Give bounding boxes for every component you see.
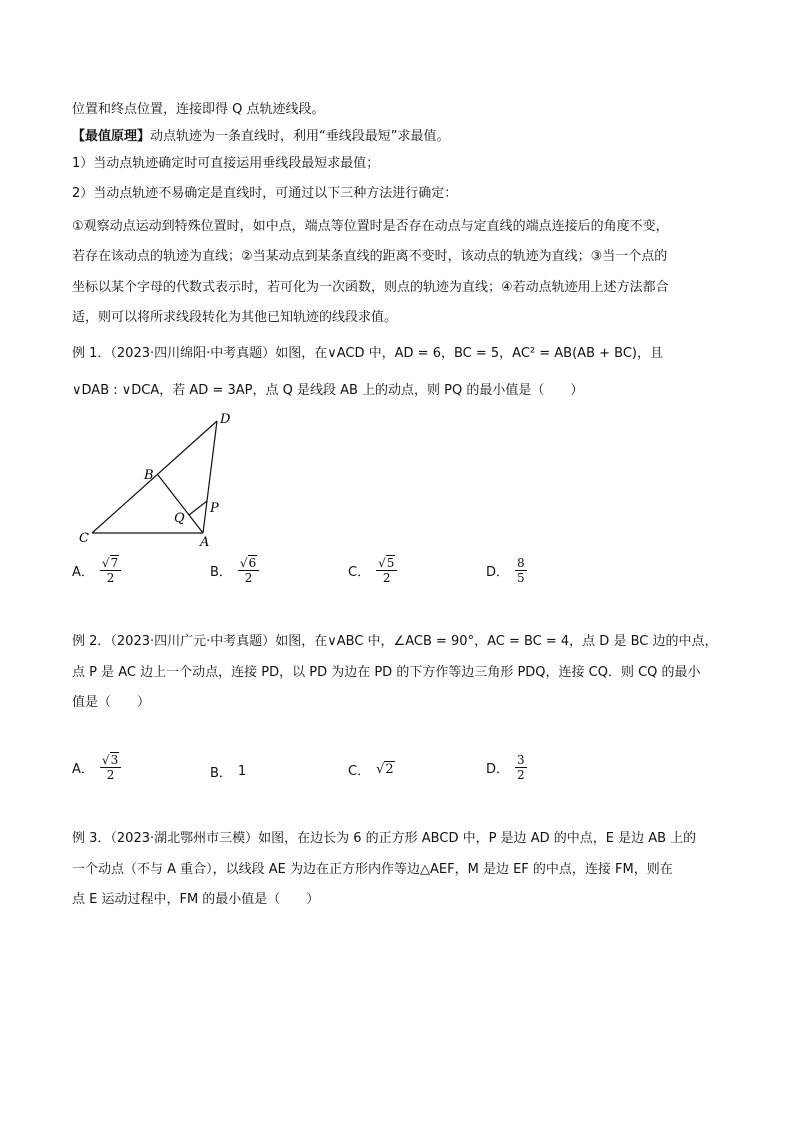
ex1-option-b[interactable]: B． $\frac{√6}{2}$: [210, 556, 259, 585]
label-Q: Q: [174, 511, 185, 526]
ex2-option-d[interactable]: D． $\frac{3}{2}$: [486, 753, 525, 782]
ex1-line1: 例 1．（2023·四川绵阳·中考真题）如图，在∨ACD 中，AD = 6，BC = 5，AC² = AB(AB + BC)，且: [72, 346, 663, 361]
paragraph-2: [72, 128, 450, 146]
paragraph-8: 适，则可以将所求线段转化为其他已知轨迹的线段求值。: [72, 310, 398, 325]
paragraph-6: 若存在该动点的轨迹为直线；②当某动点到某条直线的距离不变时，该动点的轨迹为直线；③当一个点的: [72, 249, 668, 264]
ex2-option-a[interactable]: A． $\frac{√3}{2}$: [72, 753, 121, 782]
label-B: B: [144, 468, 154, 483]
paragraph-4: 2）当动点轨迹不易确定是直线时，可通过以下三种方法进行确定：: [72, 186, 458, 201]
ex3-line1: 例 3．（2023·湖北鄂州市三模）如图，在边长为 6 的正方形 ABCD 中，P 是边 AD 的中点，E 是边 AB 上的: [72, 831, 697, 846]
segment-DA: [203, 421, 217, 533]
ex1-option-c[interactable]: C． $\frac{√5}{2}$: [348, 556, 397, 585]
ex2-line1: 例 2．（2023·四川广元·中考真题）如图，在∨ABC 中，∠ACB = 90°，AC = BC = 4，点 D 是 BC 边的中点，: [72, 634, 718, 649]
label-C: C: [79, 531, 89, 546]
paragraph-3: 1）当动点轨迹确定时可直接运用垂线段最短求最值；: [72, 156, 380, 171]
principle-text: 动点轨迹为一条直线时，利用“垂线段最短”求最值。: [150, 129, 450, 144]
paragraph-7: 坐标以某个字母的代数式表示时，若可化为一次函数，则点的轨迹为直线；④若动点轨迹用上述方法都合: [72, 280, 669, 295]
ex3-line2: 一个动点（不与 A 重合），以线段 AE 为边在正方形内作等边△AEF，M 是边 EF 的中点，连接 FM，则在: [72, 862, 673, 877]
ex1-option-a[interactable]: A． $\frac{√7}{2}$: [72, 556, 121, 585]
paragraph-5: ①观察动点运动到特殊位置时，如中点，端点等位置时是否存在动点与定直线的端点连接后的角度不变，: [72, 219, 669, 234]
label-D: D: [220, 412, 231, 427]
principle-label: 【最值原理】: [72, 129, 151, 144]
ex1-option-d[interactable]: D． $\frac{8}{5}$: [486, 556, 525, 585]
segment-CD: [92, 421, 217, 533]
ex2-line3: 值是（ ）: [72, 695, 151, 710]
ex2-option-c[interactable]: C． √2: [348, 762, 394, 779]
ex2-line2: 点 P 是 AC 边上一个动点，连接 PD，以 PD 为边在 PD 的下方作等边三角形 PDQ，连接 CQ．则 CQ 的最小: [72, 665, 701, 680]
paragraph-1: 位置和终点位置，连接即得 Q 点轨迹线段。: [72, 102, 325, 117]
label-A: A: [200, 535, 210, 550]
ex3-line3: 点 E 运动过程中，FM 的最小值是（ ）: [72, 892, 320, 907]
segment-QP: [189, 501, 207, 515]
ex1-line2: ∨DAB : ∨DCA，若 AD = 3AP，点 Q 是线段 AB 上的动点，则 PQ 的最小值是（ ）: [72, 383, 584, 398]
ex2-option-b[interactable]: B． 1: [210, 764, 247, 781]
ex1-figure: [70, 405, 270, 555]
label-P: P: [210, 501, 219, 516]
